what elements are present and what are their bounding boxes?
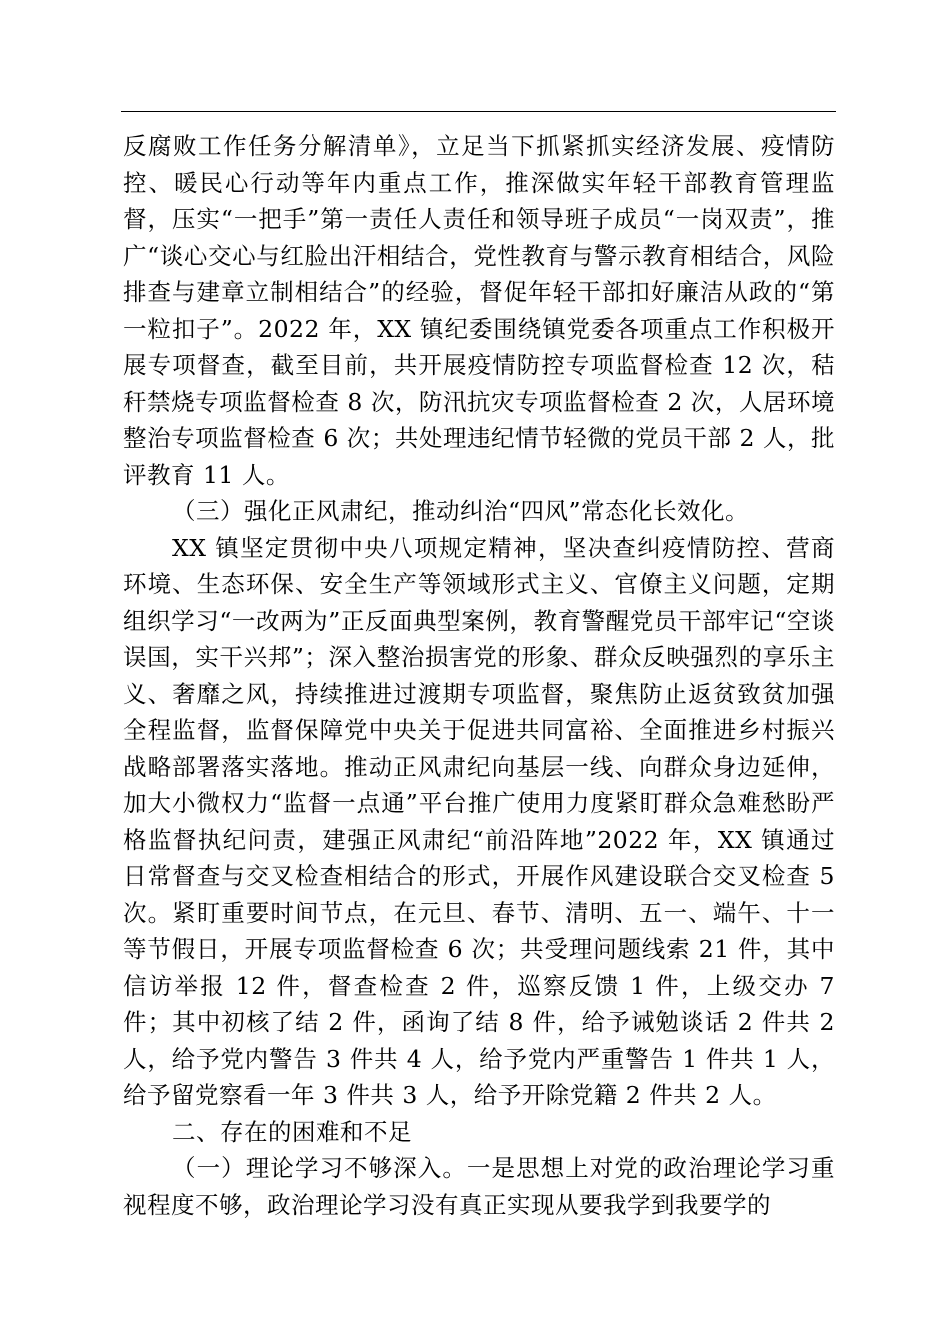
paragraph-theory-study: （一）理论学习不够深入。一是思想上对党的政治理论学习重视程度不够，政治理论学习没有真正实现从要我学到我要学的 [123, 1154, 835, 1219]
header-rule [121, 111, 836, 112]
section-heading-3: （三）强化正风肃纪，推动纠治“四风”常态化长效化。 [172, 497, 750, 525]
chapter-heading-difficulties: 二、存在的困难和不足 [172, 1117, 412, 1146]
paragraph-style-discipline: XX 镇坚定贯彻中央八项规定精神，坚决查纠疫情防控、营商环境、生态环保、安全生产等领域形式主义、官僚主义问题，定期组织学习“一改两为”正反面典型案例，教育警醒党员干部牢记“空谈误国，实干兴邦”；深入整治损害党的形象、群众反映强烈的享乐主义、奢靡之风，持续推进过渡期专项监督，聚焦防止返贫致贫加强全程监督，监督保障党中央关于促进共同富裕、全面推进乡村振兴战略部署落实落地。推动正风肃纪向基层一线、向群众身边延伸，加大小微权力“监督一点通”平台推广使用力度紧盯群众急难愁盼严格监督执纪问责，建强正风肃纪“前沿阵地”2022 年，XX 镇通过日常督查与交叉检查相结合的形式，开展作风建设联合交叉检查 5 次。紧盯重要时间节点，在元旦、春节、清明、五一、端午、十一等节假日，开展专项监督检查 6 次；共受理问题线索 21 件，其中信访举报 12 件，督查检查 2 件，巡察反馈 1 件，上级交办 7 件；其中初核了结 2 件，函询了结 8 件，给予诫勉谈话 2 件共 2 人，给予党内警告 3 件共 4 人，给予党内严重警告 1 件共 1 人，给予留党察看一年 3 件共 3 人，给予开除党籍 2 件共 2 人。 [123, 533, 835, 1109]
paragraph-continued-intro: 反腐败工作任务分解清单》，立足当下抓紧抓实经济发展、疫情防控、暖民心行动等年内重点工作，推深做实年轻干部教育管理监督，压实“一把手”第一责任人责任和领导班子成员“一岗双责”，推广“谈心交心与红脸出汗相结合，党性教育与警示教育相结合，风险排查与建章立制相结合”的经验，督促年轻干部扣好廉洁从政的“第一粒扣子”。2022 年，XX 镇纪委围绕镇党委各项重点工作积极开展专项督查，截至目前，共开展疫情防控专项监督检查 12 次，秸秆禁烧专项监督检查 8 次，防汛抗灾专项监督检查 2 次，人居环境整治专项监督检查 6 次；共处理违纪情节轻微的党员干部 2 人，批评教育 11 人。 [123, 132, 835, 489]
document-body [123, 128, 835, 1223]
